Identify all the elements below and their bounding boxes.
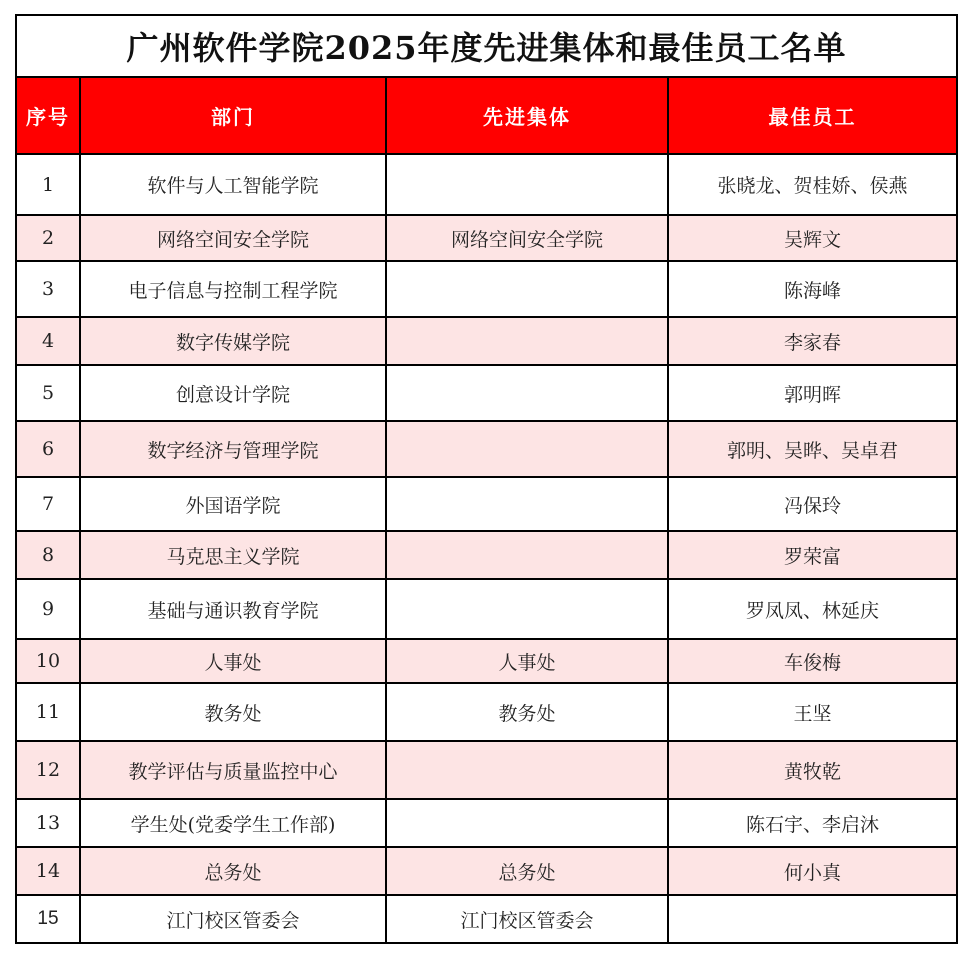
index-cell: 4 <box>16 317 80 365</box>
table-row <box>16 741 957 799</box>
department-cell: 外国语学院 <box>80 477 386 531</box>
index-cell: 5 <box>16 365 80 421</box>
collective-cell: 总务处 <box>386 847 668 895</box>
department-cell: 电子信息与控制工程学院 <box>80 261 386 317</box>
collective-cell: 教务处 <box>386 683 668 741</box>
collective-cell: 人事处 <box>386 639 668 683</box>
employees-cell: 陈石宇、李启沐 <box>668 799 957 847</box>
collective-cell <box>386 531 668 579</box>
collective-cell <box>386 317 668 365</box>
department-cell: 软件与人工智能学院 <box>80 154 386 215</box>
department-cell: 总务处 <box>80 847 386 895</box>
collective-cell <box>386 799 668 847</box>
index-cell: 2 <box>16 215 80 261</box>
employees-cell: 罗荣富 <box>668 531 957 579</box>
awards-table <box>15 14 958 944</box>
table-row <box>16 317 957 365</box>
department-cell: 教学评估与质量监控中心 <box>80 741 386 799</box>
collective-cell <box>386 154 668 215</box>
table-row <box>16 799 957 847</box>
collective-cell <box>386 365 668 421</box>
table-row <box>16 215 957 261</box>
index-cell: 8 <box>16 531 80 579</box>
header-advanced-collective: 先进集体 <box>386 77 668 154</box>
table-row <box>16 477 957 531</box>
employees-cell: 郭明、吴晔、吴卓君 <box>668 421 957 477</box>
department-cell: 学生处(党委学生工作部) <box>80 799 386 847</box>
employees-cell: 何小真 <box>668 847 957 895</box>
department-cell: 江门校区管委会 <box>80 895 386 943</box>
employees-cell <box>668 895 957 943</box>
table-row <box>16 154 957 215</box>
employees-cell: 张晓龙、贺桂娇、侯燕 <box>668 154 957 215</box>
index-cell: 1 <box>16 154 80 215</box>
department-cell: 创意设计学院 <box>80 365 386 421</box>
collective-cell <box>386 421 668 477</box>
department-cell: 马克思主义学院 <box>80 531 386 579</box>
header-index: 序号 <box>16 77 80 154</box>
employees-cell: 郭明晖 <box>668 365 957 421</box>
index-cell: 6 <box>16 421 80 477</box>
department-cell: 数字传媒学院 <box>80 317 386 365</box>
index-cell: 3 <box>16 261 80 317</box>
collective-cell: 网络空间安全学院 <box>386 215 668 261</box>
table-row <box>16 847 957 895</box>
table-row <box>16 639 957 683</box>
index-cell: 11 <box>16 683 80 741</box>
employees-cell: 王坚 <box>668 683 957 741</box>
index-cell: 15 <box>16 895 80 943</box>
index-cell: 9 <box>16 579 80 639</box>
table-row <box>16 895 957 943</box>
department-cell: 数字经济与管理学院 <box>80 421 386 477</box>
collective-cell: 江门校区管委会 <box>386 895 668 943</box>
table-title: 广州软件学院2025年度先进集体和最佳员工名单 <box>16 15 957 77</box>
index-cell: 14 <box>16 847 80 895</box>
collective-cell <box>386 477 668 531</box>
table-row <box>16 531 957 579</box>
department-cell: 教务处 <box>80 683 386 741</box>
table-row <box>16 261 957 317</box>
collective-cell <box>386 261 668 317</box>
employees-cell: 李家春 <box>668 317 957 365</box>
header-department: 部门 <box>80 77 386 154</box>
header-row <box>16 77 957 154</box>
collective-cell <box>386 579 668 639</box>
table-row <box>16 683 957 741</box>
index-cell: 10 <box>16 639 80 683</box>
department-cell: 基础与通识教育学院 <box>80 579 386 639</box>
employees-cell: 车俊梅 <box>668 639 957 683</box>
table-row <box>16 421 957 477</box>
department-cell: 网络空间安全学院 <box>80 215 386 261</box>
index-cell: 13 <box>16 799 80 847</box>
employees-cell: 黄牧乾 <box>668 741 957 799</box>
employees-cell: 陈海峰 <box>668 261 957 317</box>
department-cell: 人事处 <box>80 639 386 683</box>
index-cell: 7 <box>16 477 80 531</box>
header-best-employee: 最佳员工 <box>668 77 957 154</box>
table-row <box>16 579 957 639</box>
index-cell: 12 <box>16 741 80 799</box>
employees-cell: 吴辉文 <box>668 215 957 261</box>
table-row <box>16 365 957 421</box>
employees-cell: 罗凤凤、林延庆 <box>668 579 957 639</box>
collective-cell <box>386 741 668 799</box>
employees-cell: 冯保玲 <box>668 477 957 531</box>
